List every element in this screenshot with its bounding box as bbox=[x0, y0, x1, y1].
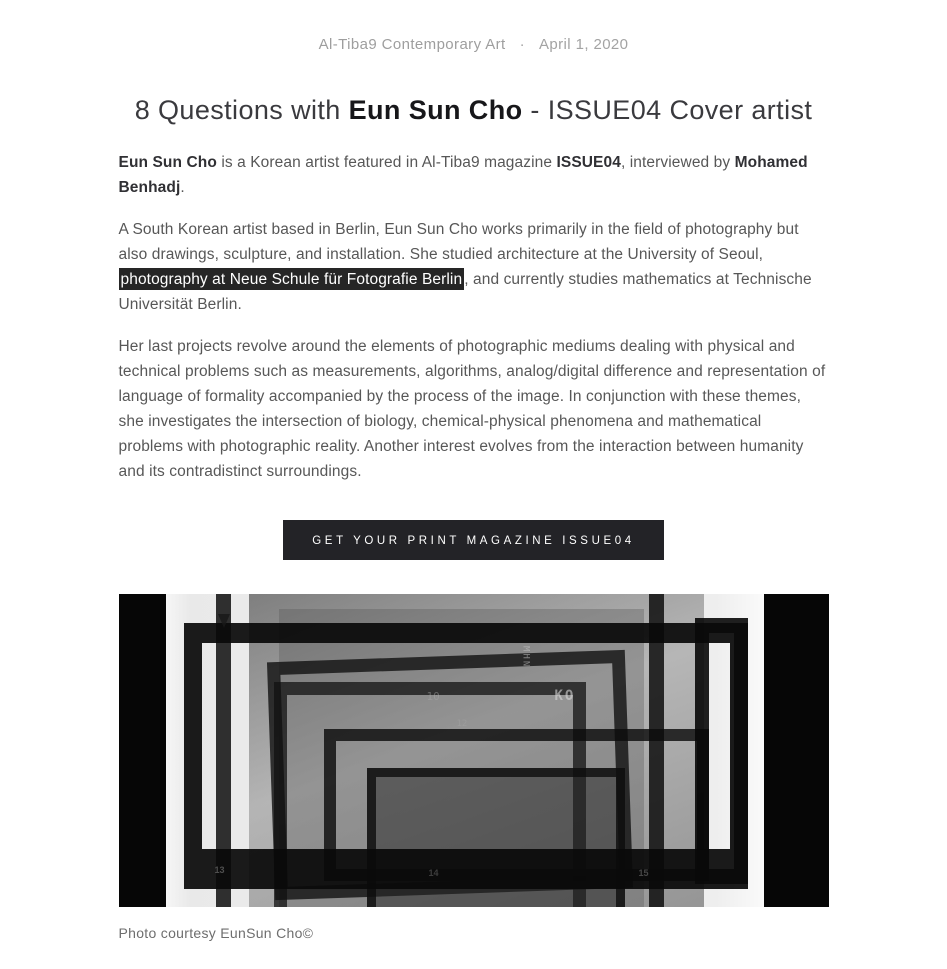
article-page bbox=[119, 0, 829, 969]
film-edge-marking: MHN bbox=[520, 646, 531, 669]
title-artist-name: Eun Sun Cho bbox=[348, 95, 523, 125]
title-suffix: - ISSUE04 Cover artist bbox=[522, 95, 813, 125]
intro-text-2: , interviewed by bbox=[620, 154, 735, 171]
film-frame-number: 10 bbox=[426, 690, 440, 703]
meta-separator: · bbox=[519, 36, 525, 53]
intro-paragraph bbox=[119, 150, 829, 200]
film-notch bbox=[218, 614, 230, 628]
photo-frame-outer bbox=[184, 623, 748, 889]
page-title bbox=[119, 95, 829, 126]
photo-caption: Photo courtesy EunSun Cho© bbox=[118, 925, 314, 941]
get-magazine-button[interactable]: GET YOUR PRINT MAGAZINE ISSUE04 bbox=[283, 520, 664, 560]
site-category-link[interactable]: Al-Tiba9 Contemporary Art bbox=[318, 36, 506, 53]
article-photo bbox=[119, 594, 829, 907]
intro-interviewer: Mohamed Benhadj bbox=[118, 154, 808, 196]
post-date: April 1, 2020 bbox=[539, 36, 629, 53]
film-frame-number: 15 bbox=[638, 868, 649, 878]
bio-paragraph bbox=[119, 217, 829, 317]
school-highlight-link[interactable]: photography at Neue Schule für Fotografie Berlin bbox=[119, 268, 465, 290]
cta-container bbox=[119, 520, 829, 560]
intro-text-1: is a Korean artist featured in Al-Tiba9 magazine bbox=[216, 154, 557, 171]
bio-text-2: , and currently studies mathematics at Technische Universität Berlin. bbox=[118, 271, 812, 313]
film-frame-number: 12 bbox=[456, 719, 468, 729]
film-frame-number: 13 bbox=[214, 865, 225, 875]
intro-issue: ISSUE04 bbox=[556, 154, 621, 171]
film-frame-number: 14 bbox=[428, 868, 439, 878]
projects-paragraph: Her last projects revolve around the elements of photographic mediums dealing with physical and technical problems such as measurements, algorithms, analog/digital difference and representation of language of formality accompanied by the process of the image. In conjunction with these themes, she investigates the intersection of biology, chemical-physical phenomena and mathematical problems with photographic reality. Another interest evolves from the interaction between humanity and its contradistinct surroundings. bbox=[118, 338, 826, 480]
intro-text-3: . bbox=[180, 179, 185, 196]
title-prefix: 8 Questions with bbox=[134, 95, 349, 125]
intro-artist-name: Eun Sun Cho bbox=[118, 154, 217, 171]
post-meta bbox=[119, 36, 829, 53]
bio-text-1: A South Korean artist based in Berlin, Eun Sun Cho works primarily in the field of photography but also drawings, sculpture, and installation. She studied architecture at the University of Seoul, bbox=[118, 221, 799, 263]
film-edge-marking: KO bbox=[554, 688, 576, 704]
